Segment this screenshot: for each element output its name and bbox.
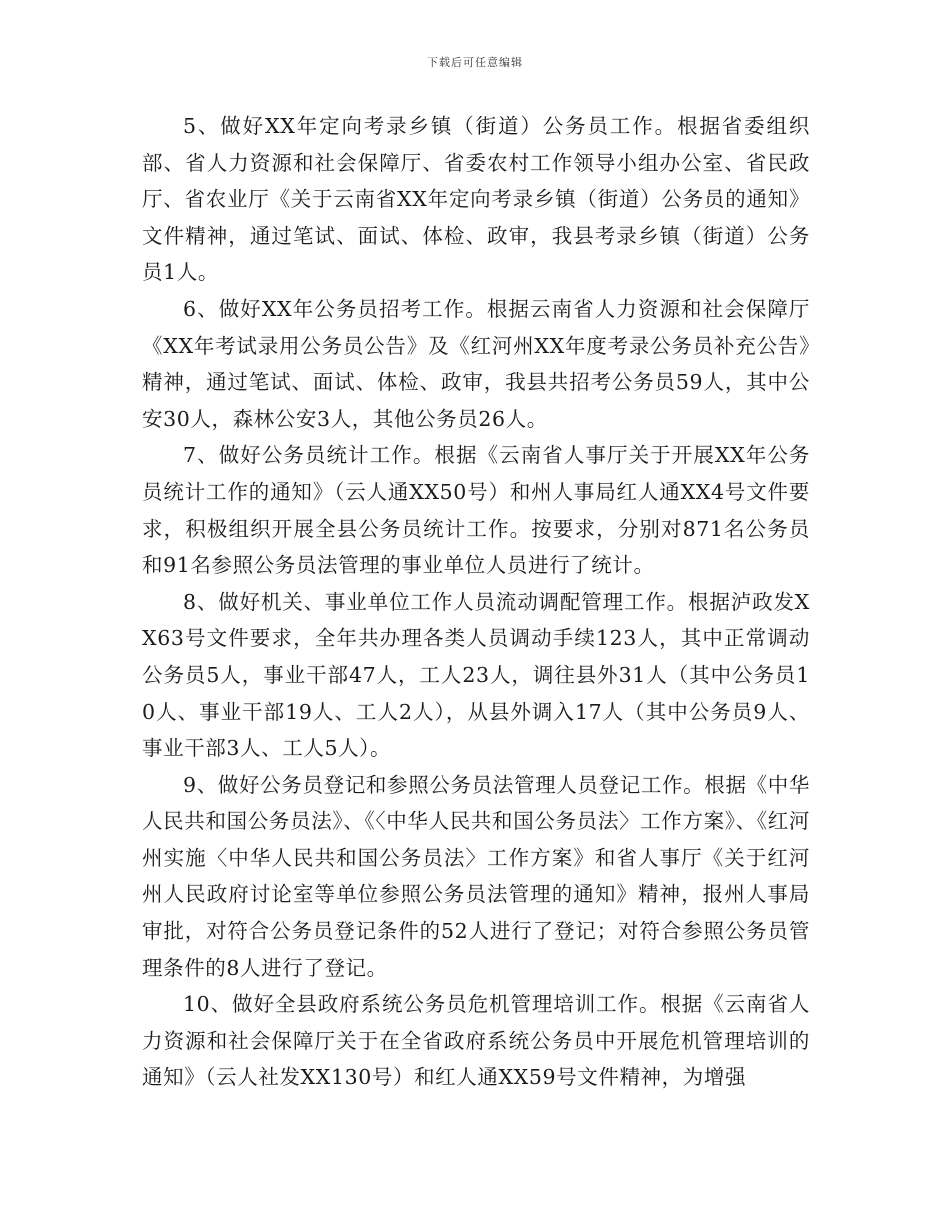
paragraph-item-7: 7、做好公务员统计工作。根据《云南省人事厅关于开展XX年公务员统计工作的通知》（云人通XX50号）和州人事局红人通XX4号文件要求，积极组织开展全县公务员统计工作。按要求，分别对871名公务员和91名参照公务员法管理的事业单位人员进行了统计。 bbox=[142, 443, 810, 578]
document-body bbox=[142, 108, 810, 1096]
paragraph-item-9: 9、做好公务员登记和参照公务员法管理人员登记工作。根据《中华人民共和国公务员法》、《〈中华人民共和国公务员法〉工作方案》、《红河州实施〈中华人民共和国公务员法〉工作方案》和省人事厅《关于红河州人民政府讨论室等单位参照公务员法管理的通知》精神，报州人事局审批，对符合公务员登记条件的52人进行了登记；对符合参照公务员管理条件的8人进行了登记。 bbox=[142, 772, 810, 980]
paragraph-item-5: 5、做好XX年定向考录乡镇（街道）公务员工作。根据省委组织部、省人力资源和社会保障厅、省委农村工作领导小组办公室、省民政厅、省农业厅《关于云南省XX年定向考录乡镇（街道）公务员的通知》文件精神，通过笔试、面试、体检、政审，我县考录乡镇（街道）公务员1人。 bbox=[142, 114, 810, 285]
paragraph-item-8: 8、做好机关、事业单位工作人员流动调配管理工作。根据泸政发XX63号文件要求，全年共办理各类人员调动手续123人，其中正常调动公务员5人，事业干部47人，工人23人，调往县外31人（其中公务员10人、事业干部19人、工人2人），从县外调入17人（其中公务员9人、事业干部3人、工人5人）。 bbox=[142, 589, 810, 761]
paragraph-item-10: 10、做好全县政府系统公务员危机管理培训工作。根据《云南省人力资源和社会保障厅关于在全省政府系统公务员中开展危机管理培训的通知》（云人社发XX130号）和红人通XX59号文件精神，为增强 bbox=[142, 992, 810, 1090]
page-header: 下载后可任意编辑 bbox=[427, 56, 523, 69]
paragraph-item-6: 6、做好XX年公务员招考工作。根据云南省人力资源和社会保障厅《XX年考试录用公务员公告》及《红河州XX年度考录公务员补充公告》精神，通过笔试、面试、体检、政审，我县共招考公务员59人，其中公安30人，森林公安3人，其他公务员26人。 bbox=[142, 296, 810, 431]
